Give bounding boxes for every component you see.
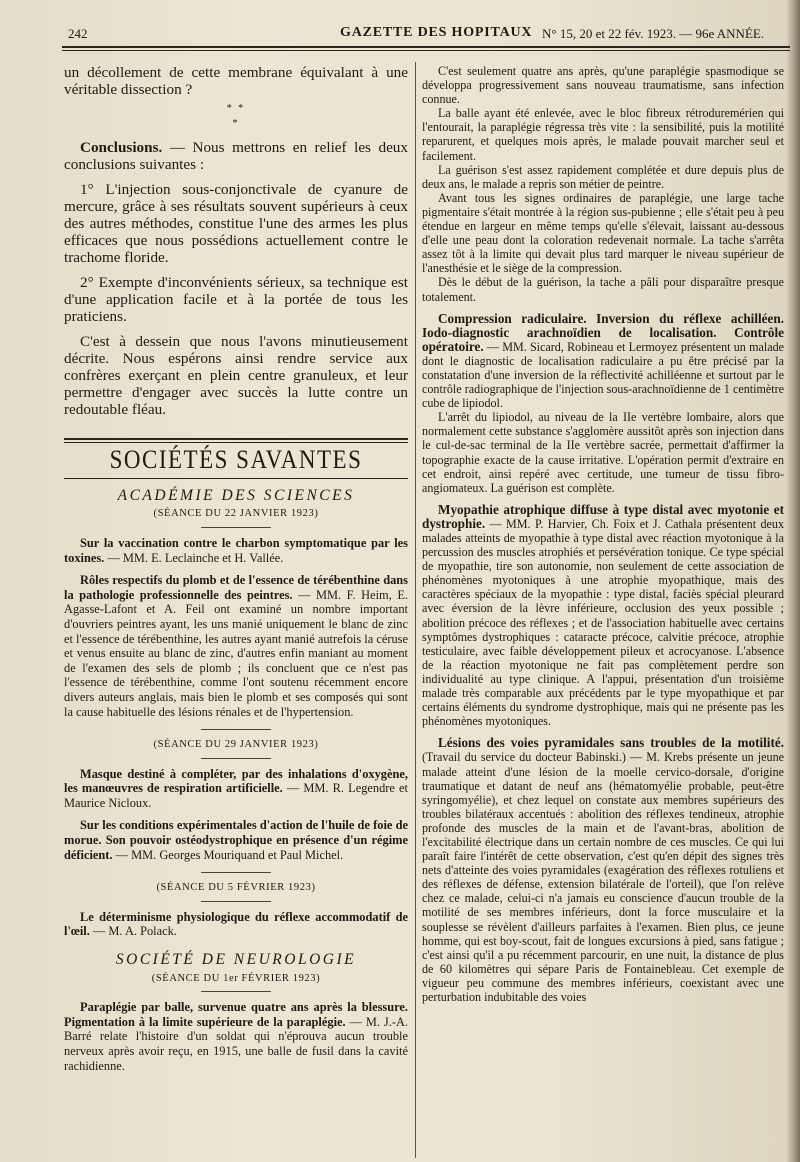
article-title: Compression radiculaire. Inversion du réflexe achilléen. Iodo-diagnostic arachnoïdien de localisation. Contrôle opératoire. [422,310,784,354]
journal-title: GAZETTE DES HOPITAUX [340,25,533,40]
article-paraplegie [64,1000,408,1073]
article-authors: — M. A. Polack. [89,924,177,939]
article-title: Masque destiné à compléter, par des inhalations d'oxygène, les manœuvres de respiration artificielle. [64,766,408,796]
article-body: — MM. Sicard, Robineau et Lermoyez présentent un malade dont le diagnostic de localisation radiculaire a pu être précisé par la constatation d'une inversion de la réflectivité achilléenne et surtout par le contrôle radiographique de l'injection sous-arachnoïdienne de 1 centimètre cube de lipiodol. [422,339,784,411]
article-title: Rôles respectifs du plomb et de l'essence de térébenthine dans la pathologie professionnelle des peintres. [64,573,408,602]
article-authors: — MM. E. Leclainche et H. Vallée. [104,550,284,565]
left-column [64,64,408,1073]
short-rule [201,901,271,902]
page-number: 242 [68,26,88,41]
society-heading: SOCIÉTÉ DE NEUROLOGIE [115,951,357,969]
article-title: Sur la vaccination contre le charbon symptomatique par les toxines. [64,535,408,565]
article-plomb [64,573,408,719]
conclusions-title: Conclusions. [80,139,163,157]
opening-text: un décollement de cette membrane équivalant à une véritable dissection ? [64,64,408,98]
article-huile [64,818,408,862]
header-rule-thin [62,50,790,51]
article-reflexe [64,910,408,939]
seance-date-2: (SÉANCE DU 29 JANVIER 1923) [153,739,319,751]
section-rule [64,438,408,440]
article-vaccination [64,536,408,565]
issue-info: N° 15, 20 et 22 fév. 1923. — 96e ANNÉE. [542,26,765,41]
article-masque [64,767,408,811]
conclusion-1: 1° L'injection sous-conjonctivale de cyanure de mercure, grâce à ses résultats souvent supérieurs à ceux des autres méthodes, constitue l'une des armes les plus efficaces que nous possédions actuellement contre le trachome floride. [64,181,408,267]
article-body: (Travail du service du docteur Babinski.) — M. Krebs présente un jeune malade atteint d'une lésion de la moelle cervico-dorsale, d'origine traumatique et datant de neuf ans (hématomyélie probable, peut-être syringomyélie), et chez lequel on constate aux membres supérieurs des troubles bilatéraux accentués : abolition des réflexes tendineux, atrophie profonde des muscles de la main et de l'avant-bras, abolition de l'excitabilité électrique dans un certain nombre de ces muscles. Ce qui lui paraît faire l'intérêt de cette observation, c'est qu'en dépit des signes très nets d'atteinte des voies pyramidales (exagération des réflexes rotuliens et des réflexes de défense, extension bilatérale de l'orteil), que l'on relève chez ce malade, celui-ci n'a jamais eu conscience d'aucun trouble de la motilité de ses membres inférieurs, dont la force musculaire et la souplesse se révèlent d'ailleurs parfaites à l'examen. Bien plus, ce jeune homme, qui est boy-scout, fait de longues excursions à pied, sans fatigue ; c'est ainsi qu'il a pu récemment parcourir, en une nuit, la distance de plus de 60 kilomètres qui sépare Paris de Fontainebleau. Cet exemple de vigueur peu commune des membres inférieurs, coexistant avec une perturbation indubitable des voies [422,750,784,1004]
seance-date-4: (SÉANCE DU 1er FÉVRIER 1923) [151,972,321,984]
page-edge-shadow [786,0,800,1162]
short-rule [201,729,271,730]
section-title-underline [64,478,408,479]
article-title: Lésions des voies pyramidales sans troubles de la motilité. [438,735,784,751]
paraplegie-paragraph: Avant tous les signes ordinaires de paraplégie, une large tache pigmentaire s'était montrée à la région sus-pubienne ; elle s'était peu à peu étendue en largeur en même temps qu'elle s'élevait, laissant au-dessous d'elle une peau dont la coloration redevenait normale. La tache s'arrêta assez tôt à la limite qui devait plus tard marquer le niveau supérieur de l'anesthésie et le siège de la compression. [422,190,784,276]
paraplegie-paragraph: Dès le début de la guérison, la tache a pâli pour disparaître presque totalement. [422,275,784,304]
section-rule-thin [64,442,408,443]
article-authors: — MM. R. Legendre et Maurice Nicloux. [64,781,408,810]
article-compression-continued: L'arrêt du lipiodol, au niveau de la IIe vertèbre lombaire, alors que normalement cette substance s'agglomère aussitôt après son injection dans le cul-de-sac terminal de la IIe vertèbre sacrée, permettait d'affirmer la topographie exacte de la cause irritative. L'opération permit d'extraire en cet endroit, ainsi repéré avec certitude, une tumeur de tissu fibro-angiomateux. La guérison est complète. [422,410,784,495]
article-body: — MM. F. Heim, E. Agasse-Lafont et A. Feil ont examiné un nombre important d'ouvriers peintres ayant, les uns manié uniquement le blanc de zinc et l'essence de térébenthine, les autres ayant manié autrefois la céruse et venus ensuite au blanc de zinc, d'autres enfin maniant au moment de l'examen des sels de plomb ; ils concluent que ce n'est pas l'essence de térébenthine, comme l'ont soutenu récemment encore divers auteurs anglais, mais bien le plomb et ses composés qui sont la cause habituelle des lésions rénales et de l'hypertension. [64,587,408,719]
article-compression [422,312,784,411]
section-title: SOCIÉTÉS SAVANTES [109,445,363,474]
header-rule [62,46,790,48]
page-header [62,22,788,44]
conclusion-2: 2° Exempte d'inconvénients sérieux, sa technique est d'une application facile et à la portée de tous les praticiens. [64,274,408,326]
article-title: Paraplégie par balle, survenue quatre ans après la blessure. Pigmentation à la limite supérieure de la paraplégie. [64,1000,408,1029]
article-title: Sur les conditions expérimentales d'action de l'huile de foie de morue. Son pouvoir ostéodystrophique en présence d'un régime déficient. [64,818,408,862]
paraplegie-paragraph: La balle ayant été enlevée, avec le bloc fibreux rétroduremérien qui l'entourait, la paraplégie régressa très vite : la sensibilité, puis la motilité reparurent, et quelques mois après, le malade pouvait marcher seul et facilement. [422,106,784,163]
short-rule [201,872,271,873]
seance-date-3: (SÉANCE DU 5 FÉVRIER 1923) [156,882,316,894]
conclusion-3: C'est à dessein que nous l'avons minutieusement décrite. Nous espérons ainsi rendre service aux confrères exerçant en plein centre granuleux, et leur permettre d'engager avec succès la lutte contre un redoutable fléau. [64,333,408,419]
article-body: — M. J.-A. Barré relate l'histoire d'un soldat qui n'éprouva aucun trouble nerveux après avoir reçu, en 1915, une balle de fusil dans la cavité rachidienne. [64,1014,408,1073]
conclusions-paragraph [64,139,408,173]
short-rule [201,991,271,992]
article-title: Myopathie atrophique diffuse à type distal avec myotonie et dystrophie. [422,501,784,531]
short-rule [201,527,271,528]
article-body: — MM. P. Harvier, Ch. Foix et J. Cathala présentent deux malades atteints de myopathie à type distal avec réaction myotonique à la percussion des muscles atrophiés et persévération tonique. Ce type spécial de myopathie, tire son autonomie, non seulement de cette association de phénomènes myotoniques à une atrophie myopathique, mais des caractères spéciaux de la myopathie : type distal, faciès spécial pleurard avec éversion de la lèvre inférieure, occlusion des yeux possible ; abolition précoce des réflexes ; et de l'association habituelle avec certains symptômes dystrophiques : cataracte précoce, calvitie précoce, atrophie testiculaire, avec faible développement pileux et acrocyanose. L'absence de la réaction myotonique ne fait pas complètement perdre son individualité au type clinique. A l'appui, présentation d'un troisième malade très comparable aux précédents par le type myopathique et par certains éléments du syndrome dystrophique, mais qui ne présente pas les phénomènes myotoniques. [422,516,784,729]
column-divider [415,62,416,1158]
seance-date-1: (SÉANCE DU 22 JANVIER 1923) [153,508,319,520]
conclusions-intro: — Nous mettrons en relief les deux conclusions suivantes : [64,139,408,174]
article-lesions [422,736,784,1004]
article-myopathie [422,503,784,729]
short-rule [201,758,271,759]
paraplegie-continuation: C'est seulement quatre ans après, qu'une paraplégie spasmodique se développa progressivement sans nouveau traumatisme, sans infection connue. [422,64,784,107]
paraplegie-paragraph: La guérison s'est assez rapidement complétée et dure depuis plus de deux ans, le malade a repris son métier de peintre. [422,162,784,191]
academy-heading: ACADÉMIE DES SCIENCES [117,486,355,504]
right-column [422,64,784,1004]
section-stars: * * * [226,103,246,129]
article-authors: — MM. Georges Mouriquand et Paul Michel. [112,847,344,862]
article-title: Le déterminisme physiologique du réflexe accommodatif de l'œil. [64,909,408,939]
